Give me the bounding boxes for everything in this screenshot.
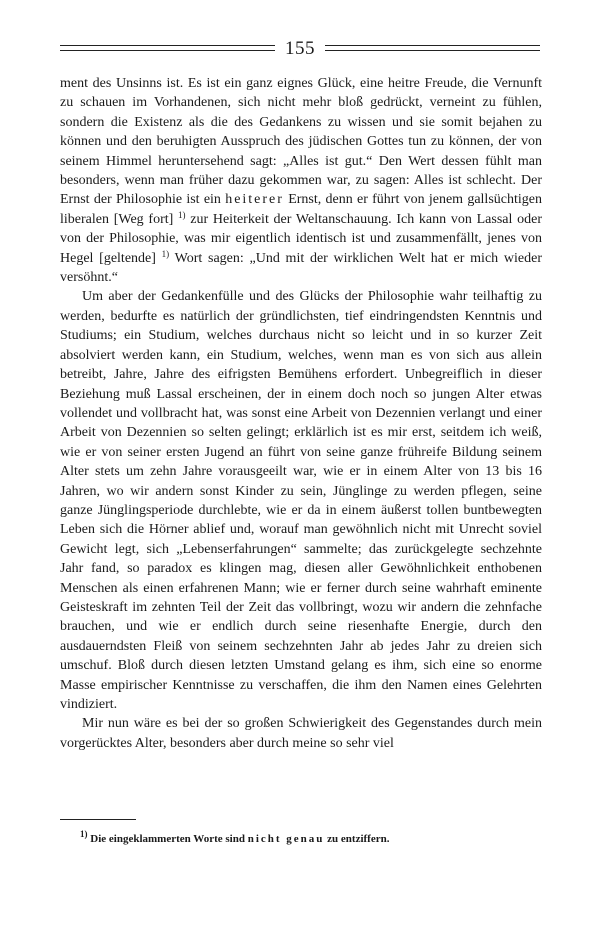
paragraph bbox=[60, 287, 542, 714]
text-segment: ment des Unsinns ist. Es ist ein ganz eignes Glück, eine heitre Freude, die Vernunft zu schauen im Vorhandenen, sich nicht mehr bloß gedrückt, verneint zu fühlen, sondern die Existenz als die des Gedankens zu wissen und sie somit bejahen zu können und den beruhigten Ausspruch des jüdischen Gottes tun zu können, der von seinem Himmel heruntersehend sagt: „Alles ist gut.“ Den Wert dessen fühlt man besonders, wenn man früher dazu gekommen war, zu sagen: Alles ist schlecht. Der Ernst der Philosophie ist ein bbox=[60, 76, 542, 208]
footnote bbox=[80, 829, 542, 846]
text-segment: Wort sagen: „Und mit der wirklichen Welt hat er mich wieder versöhnt.“ bbox=[60, 250, 542, 286]
header-rule-right bbox=[325, 45, 540, 51]
text-segment: Um aber der Gedankenfülle und des Glücks der Philosophie wahr teilhaftig zu werden, bedurfte es natürlich der gründlichsten, tief eindringendsten Kenntnis und Studiums; ein Studium, welches durchaus nicht so leicht und in so kurzer Zeit absolviert werden kann, ein Studium, welches, wenn man es von sich aus allein betreibt, Jahre, Jahre des eifrigsten Bemühens erfordert. Unbegreiflich in dieser Beziehung muß Lassal erscheinen, der in einem doch noch so jungen Alter etwas vollendet und vollbracht hat, was sonst eine Arbeit von Dezennien verlangt und einer Arbeit von Dezennien so selten gelingt; erklärlich ist es mir erst, seitdem ich weiß, wie er von seiner ersten Jugend an führt von seine ganze frühreife Bildung seinem Alter stets um zehn Jahre vorausgeeilt war, wie er in einem Alter von 13 bis 16 Jahren, wo wir andern sonst Kinder zu sein, Jünglinge zu werden pflegen, seine ganze Jünglingsperiode durchlebte, wie er da in einem äußerst tollen buntbewegten Leben sich die Hörner ablief und, worauf man gewöhnlich nicht mit Unrecht soviel Gewicht legt, sich „Lebenserfahrungen“ sammelte; das zurückgelegte sechzehnte Jahr fand, so paradox es klingen mag, diesen aller Gewöhnlichkeit enthobenen Menschen als einen erfahrenen Mann; wie er ferner durch seine wahrhaft eminente Geisteskraft im zehnten Teil der Zeit das vollbringt, wozu wir andern die zehnfache brauchen, und wie er endlich durch seine riesenhafte Energie, durch den ausdauerndsten Fleiß von seinem sechzehnten Jahr ab jedes Jahr zu dreien sich umschuf. Bloß durch diesen letzten Umstand gelang es ihm, sich eine so enorme Masse empirischer Kenntnisse zu verschaffen, die ihm den Namen eines Gelehrten vindiziert. bbox=[60, 289, 542, 712]
footnote-text-after: zu entziffern. bbox=[324, 833, 390, 845]
footnote-rule bbox=[60, 819, 136, 820]
header-rule-left bbox=[60, 45, 275, 51]
text-segment: Ernst, denn er führt von jenem gallsüchtigen liberalen [Weg fort] bbox=[60, 192, 542, 227]
text-segment: Mir nun wäre es bei der so großen Schwierigkeit des Gegenstandes durch mein vorgerücktes Alter, besonders aber durch meine so sehr viel bbox=[60, 716, 542, 751]
footnote-text-before: Die eingeklammerten Worte sind bbox=[87, 833, 248, 845]
footnote-marker: 1) bbox=[80, 829, 88, 839]
footnote-reference: 1) bbox=[161, 248, 170, 259]
footnote-spaced-text: nicht genau bbox=[247, 833, 325, 845]
page-header bbox=[60, 36, 540, 60]
page-number: 155 bbox=[285, 37, 315, 59]
footnote-reference: 1) bbox=[178, 209, 186, 220]
paragraph bbox=[60, 74, 542, 287]
spaced-emphasis: heiterer bbox=[225, 192, 284, 208]
paragraph bbox=[60, 714, 542, 753]
text-segment: zur Heiterkeit der Weltanschauung. Ich kann von Lassal oder von der Philosophie, was mir eigentlich identisch ist und zusammenfällt, jenes von Hegel [geltende] bbox=[60, 211, 542, 266]
body-text bbox=[60, 74, 542, 753]
